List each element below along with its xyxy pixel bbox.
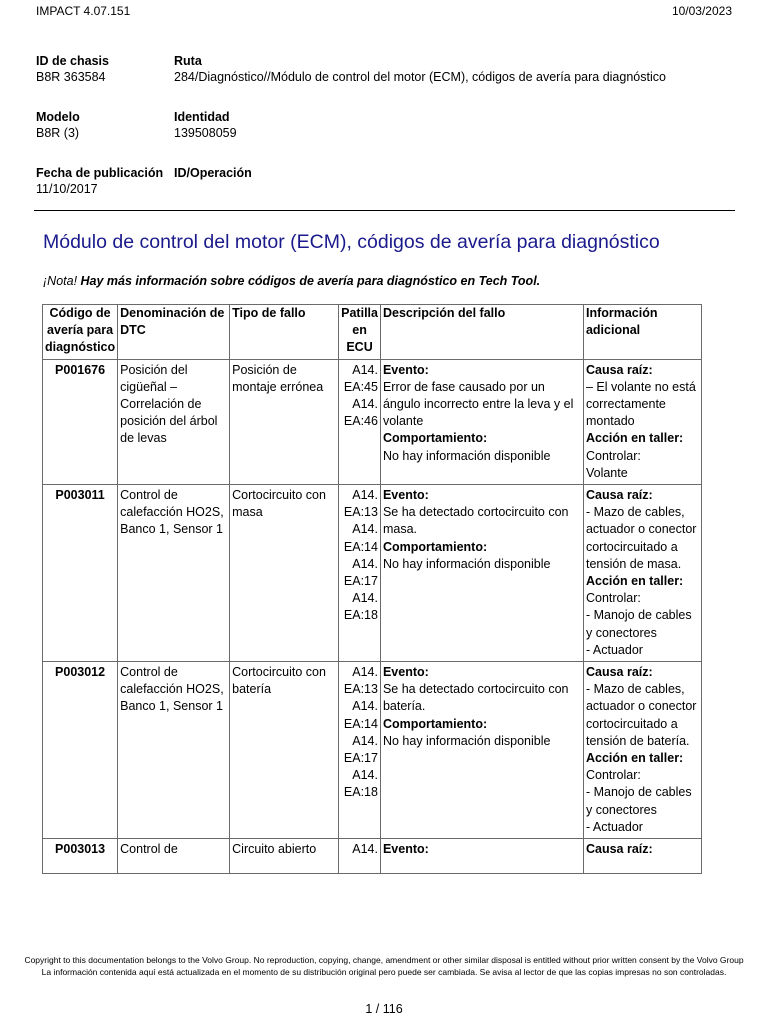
cause-label: Causa raíz: [585, 842, 653, 857]
note-prefix: ¡Nota! [43, 274, 78, 288]
action-item: - Actuador [585, 642, 643, 657]
behavior-text: No hay información disponible [382, 448, 551, 463]
table-header-row [43, 305, 702, 360]
header-divider [34, 210, 735, 211]
cause-text: - Mazo de cables, actuador o conector cortocircuitado a tensión de batería. [585, 682, 697, 748]
additional-info [583, 662, 701, 839]
note [43, 274, 540, 288]
behavior-text: No hay información disponible [382, 556, 551, 571]
action-item: Controlar: [585, 768, 641, 783]
action-label: Acción en taller: [585, 431, 684, 446]
action-item: - Manojo de cables y conectores [585, 608, 692, 640]
ecu-pin: A14. [352, 733, 378, 748]
chassis-label: ID de chasis [36, 54, 109, 68]
fault-description [380, 359, 583, 484]
ecu-pins [339, 485, 381, 662]
additional-info [583, 359, 701, 484]
app-version: IMPACT 4.07.151 [36, 4, 131, 18]
ecu-pin: EA:18 [343, 785, 378, 800]
action-item: Controlar: [585, 448, 641, 463]
action-item: Controlar: [585, 591, 641, 606]
ecu-pin: EA:13 [343, 505, 378, 520]
note-text: Hay más información sobre códigos de avería para diagnóstico en Tech Tool. [80, 274, 541, 288]
action-item: Volante [585, 465, 628, 480]
cause-label: Causa raíz: [585, 362, 653, 377]
action-item: - Manojo de cables y conectores [585, 785, 692, 817]
event-text: Se ha detectado cortocircuito con masa. [382, 505, 569, 537]
ecu-pin: A14. [352, 522, 378, 537]
dtc-name: Control de calefacción HO2S, Banco 1, Sensor 1 [118, 485, 230, 662]
dtc-code: P003013 [43, 839, 118, 874]
ecu-pin: A14. [352, 768, 378, 783]
ecu-pin: A14. [352, 665, 378, 680]
ecu-pin: EA:13 [343, 682, 378, 697]
dtc-name: Control de [118, 839, 230, 874]
behavior-label: Comportamiento: [382, 539, 488, 554]
table-row [43, 662, 702, 839]
ecu-pin: A14. [352, 699, 378, 714]
model-value: B8R (3) [36, 126, 80, 140]
event-label: Evento: [382, 665, 429, 680]
table-row [43, 359, 702, 484]
ecu-pin: EA:14 [343, 539, 378, 554]
pubdate-label: Fecha de publicación [36, 166, 164, 180]
document-metadata [36, 53, 736, 221]
dtc-table [42, 304, 702, 874]
behavior-label: Comportamiento: [382, 716, 488, 731]
cause-text: – El volante no está correctamente montado [585, 379, 696, 429]
fault-type: Posición de montaje errónea [230, 359, 339, 484]
header-type: Tipo de fallo [230, 305, 339, 360]
cause-text: - Mazo de cables, actuador o conector cortocircuitado a tensión de masa. [585, 505, 697, 571]
ecu-pin: EA:17 [343, 751, 378, 766]
ecu-pin: A14. [352, 842, 378, 857]
event-text: Error de fase causado por un ángulo incorrecto entre la leva y el volante [382, 379, 574, 429]
fault-description [380, 662, 583, 839]
dtc-name: Control de calefacción HO2S, Banco 1, Sensor 1 [118, 662, 230, 839]
ecu-pin: A14. [352, 362, 378, 377]
disclaimer-text: La información contenida aquí está actualizada en el momento de su distribución original pero puede ser cambiada. Se avisa al lector de que las copias impresas no son controladas. [41, 967, 727, 977]
ecu-pin: A14. [352, 591, 378, 606]
fault-type: Cortocircuito con batería [230, 662, 339, 839]
header-info: Información adicional [583, 305, 701, 360]
page-title: Módulo de control del motor (ECM), códigos de avería para diagnóstico [43, 231, 660, 253]
route-label: Ruta [174, 54, 202, 68]
fault-description [380, 839, 583, 874]
event-label: Evento: [382, 842, 429, 857]
header-pin: Patilla en ECU [339, 305, 381, 360]
copyright-text: Copyright to this documentation belongs to the Volvo Group. No reproduction, copying, change, amendment or other similar disposal is entitled without prior written consent by the Volvo Group [24, 955, 744, 965]
ecu-pin: EA:17 [343, 574, 378, 589]
page-number: 1 / 116 [365, 1002, 403, 1016]
fault-description [380, 485, 583, 662]
identity-value: 139508059 [174, 126, 237, 140]
event-label: Evento: [382, 488, 429, 503]
fault-type: Circuito abierto [230, 839, 339, 874]
dtc-name: Posición del cigüeñal – Correlación de posición del árbol de levas [118, 359, 230, 484]
additional-info [583, 839, 701, 874]
dtc-code: P001676 [43, 359, 118, 484]
event-text: Se ha detectado cortocircuito con batería. [382, 682, 569, 714]
footer [24, 954, 744, 978]
ecu-pin: A14. [352, 556, 378, 571]
route-value: 284/Diagnóstico//Módulo de control del motor (ECM), códigos de avería para diagnóstico [174, 70, 666, 84]
ecu-pins [339, 839, 381, 874]
event-label: Evento: [382, 362, 429, 377]
identity-label: Identidad [174, 110, 230, 124]
action-item: - Actuador [585, 819, 643, 834]
ecu-pin: EA:18 [343, 608, 378, 623]
dtc-code: P003012 [43, 662, 118, 839]
ecu-pin: EA:46 [343, 414, 378, 429]
ecu-pin: EA:45 [343, 379, 378, 394]
action-label: Acción en taller: [585, 574, 684, 589]
model-label: Modelo [36, 110, 80, 124]
cause-label: Causa raíz: [585, 488, 653, 503]
fault-type: Cortocircuito con masa [230, 485, 339, 662]
pubdate-value: 11/10/2017 [36, 182, 98, 196]
header-desc: Descripción del fallo [380, 305, 583, 360]
cause-label: Causa raíz: [585, 665, 653, 680]
page-header [36, 4, 732, 18]
behavior-label: Comportamiento: [382, 431, 488, 446]
additional-info [583, 485, 701, 662]
table-row [43, 839, 702, 874]
ecu-pins [339, 662, 381, 839]
action-label: Acción en taller: [585, 751, 684, 766]
table-row [43, 485, 702, 662]
operation-label: ID/Operación [174, 166, 252, 180]
ecu-pins [339, 359, 381, 484]
print-date: 10/03/2023 [671, 4, 732, 18]
header-dtc: Denominación de DTC [118, 305, 230, 360]
header-code: Código de avería para diagnóstico [43, 305, 118, 360]
chassis-value: B8R 363584 [36, 70, 106, 84]
ecu-pin: A14. [352, 488, 378, 503]
behavior-text: No hay información disponible [382, 733, 551, 748]
dtc-code: P003011 [43, 485, 118, 662]
ecu-pin: EA:14 [343, 716, 378, 731]
ecu-pin: A14. [352, 397, 378, 412]
